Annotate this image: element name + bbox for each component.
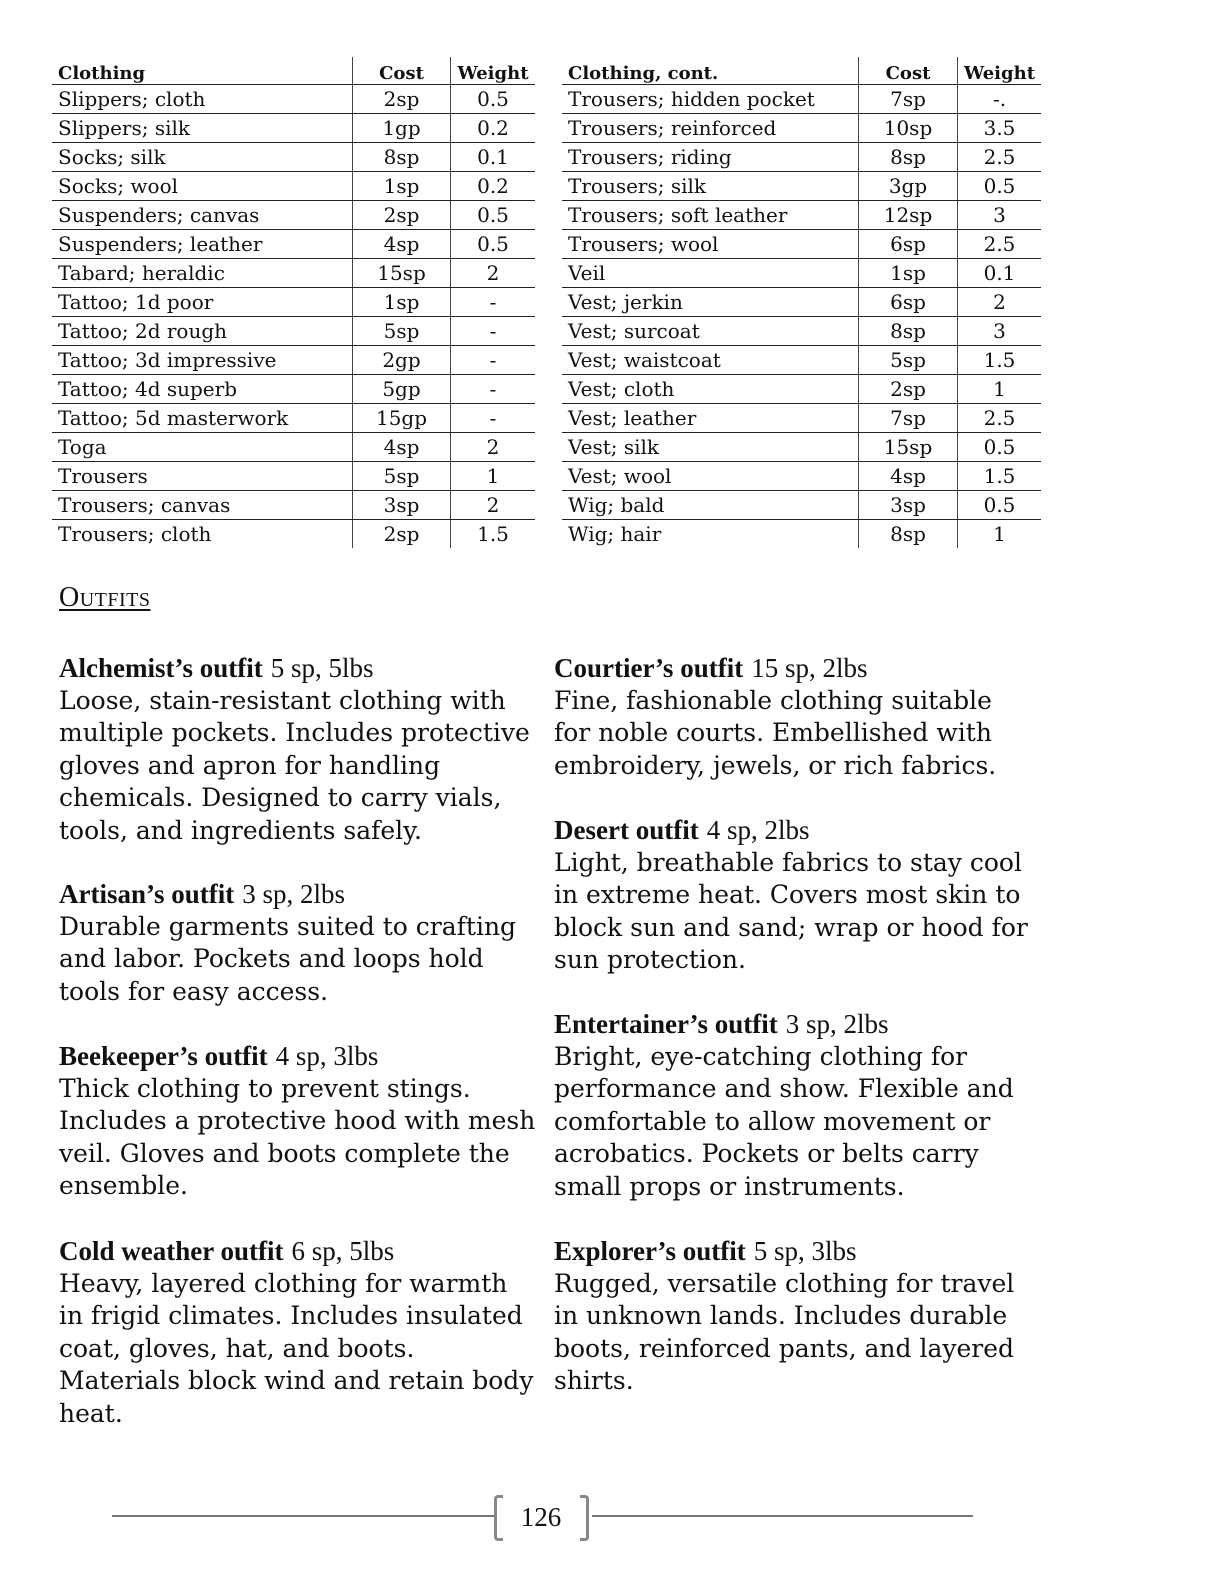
cell-item: Trousers — [52, 462, 353, 491]
outfit-header — [554, 814, 1034, 847]
outfit-header — [59, 878, 534, 911]
outfit-description: Heavy, layered clothing for warmth in frigid climates. Includes insulated coat, gloves, hat, and boots. Materials block wind and retain body heat. — [59, 1268, 534, 1428]
table-row — [562, 346, 1041, 375]
outfit-description: Fine, fashionable clothing suitable for noble courts. Embellished with embroidery, jewels, or rich fabrics. — [554, 685, 997, 780]
table-row — [52, 491, 535, 520]
outfit-cost-weight: 5 sp, 5lbs — [270, 653, 374, 683]
table-row — [562, 404, 1041, 433]
cell-cost: 2gp — [353, 346, 451, 375]
cell-item: Trousers; cloth — [58, 521, 212, 546]
outfit-cost-weight: 3 sp, 2lbs — [242, 879, 346, 909]
table-row — [52, 375, 535, 404]
cell-weight: 1 — [451, 462, 536, 491]
outfit-description: Light, breathable fabrics to stay cool in extreme heat. Covers most skin to block sun and sand; wrap or hood for sun protection. — [554, 847, 1028, 974]
cell-item: Vest; surcoat — [562, 317, 859, 346]
cell-weight: 1.5 — [451, 520, 536, 549]
outfit-title: Desert outfit — [554, 815, 699, 845]
cell-weight: 0.5 — [958, 172, 1042, 201]
cell-cost: 2sp — [353, 85, 451, 114]
table-row — [562, 259, 1041, 288]
outfit-cost-weight: 4 sp, 2lbs — [706, 815, 810, 845]
cell-cost: 8sp — [859, 317, 958, 346]
table-row — [562, 201, 1041, 230]
cell-cost: 3gp — [859, 172, 958, 201]
cell-cost: 5sp — [353, 462, 451, 491]
cell-weight: - — [451, 375, 536, 404]
table-row — [562, 520, 1041, 549]
cell-item: Tattoo; 4d superb — [52, 375, 353, 404]
cell-cost: 3sp — [859, 491, 958, 520]
outfit-header — [554, 1008, 1034, 1041]
table-row — [52, 317, 535, 346]
cell-cost: 1sp — [353, 288, 451, 317]
cell-weight: - — [451, 346, 536, 375]
outfit-title: Explorer’s outfit — [554, 1236, 746, 1266]
cell-item: Wig; hair — [568, 521, 662, 546]
cell-cost: 8sp — [859, 143, 958, 172]
outfit-cost-weight: 15 sp, 2lbs — [751, 653, 868, 683]
cell-weight: 2 — [958, 288, 1042, 317]
outfit-cost-weight: 6 sp, 5lbs — [291, 1236, 395, 1266]
cell-item: Veil — [562, 259, 859, 288]
cell-cost: 4sp — [859, 462, 958, 491]
cell-item: Trousers; wool — [562, 230, 859, 259]
cell-weight: -. — [958, 85, 1042, 114]
table-row — [562, 172, 1041, 201]
outfit-entry — [59, 652, 539, 847]
outfit-title: Entertainer’s outfit — [554, 1009, 778, 1039]
cell-weight: 2.5 — [958, 404, 1042, 433]
cell-cost: 7sp — [859, 404, 958, 433]
clothing-cont-table — [562, 57, 1041, 548]
outfit-description: Loose, stain-resistant clothing with multiple pockets. Includes protective gloves and apron for handling chemicals. Designed to carry vials, tools, and ingredients safely. — [59, 685, 530, 845]
cell-item: Vest; silk — [562, 433, 859, 462]
cell-cost: 2sp — [353, 201, 451, 230]
cell-cost: 15gp — [353, 404, 451, 433]
table-row — [52, 404, 535, 433]
cell-cost: 7sp — [859, 85, 958, 114]
table-row — [52, 462, 535, 491]
cell-weight: - — [451, 288, 536, 317]
table-row — [562, 114, 1041, 143]
cell-item: Trousers; canvas — [52, 491, 353, 520]
table-row — [52, 288, 535, 317]
cell-cost: 4sp — [353, 433, 451, 462]
cell-weight: 1.5 — [958, 462, 1042, 491]
cell-weight: 0.1 — [958, 259, 1042, 288]
outfit-description: Durable garments suited to crafting and labor. Pockets and loops hold tools for easy access. — [59, 911, 517, 1006]
outfit-entry — [59, 878, 534, 1008]
cell-weight: 1.5 — [958, 346, 1042, 375]
cell-cost: 2sp — [353, 520, 451, 549]
outfit-title: Alchemist’s outfit — [59, 653, 263, 683]
page-number: 126 — [520, 1502, 562, 1532]
cell-cost: 5gp — [353, 375, 451, 404]
outfit-description: Thick clothing to prevent stings. Includes a protective hood with mesh veil. Gloves and boots complete the ensemble. — [59, 1073, 536, 1200]
cell-cost: 4sp — [353, 230, 451, 259]
outfit-cost-weight: 4 sp, 3lbs — [275, 1041, 379, 1071]
cell-cost: 6sp — [859, 288, 958, 317]
table-row — [52, 433, 535, 462]
outfit-entry — [554, 1235, 1034, 1398]
clothing-table — [52, 57, 535, 548]
table-row — [562, 433, 1041, 462]
outfit-title: Courtier’s outfit — [554, 653, 744, 683]
table-row — [562, 85, 1041, 114]
table-row — [52, 230, 535, 259]
cell-weight: 3 — [958, 201, 1042, 230]
cell-item: Slippers; silk — [52, 114, 353, 143]
outfit-header — [59, 652, 539, 685]
table-row — [52, 201, 535, 230]
cell-cost: 3sp — [353, 491, 451, 520]
cell-weight: 0.5 — [451, 85, 536, 114]
outfit-entry — [59, 1040, 539, 1203]
outfit-description: Rugged, versatile clothing for travel in unknown lands. Includes durable boots, reinforced pants, and layered shirts. — [554, 1268, 1015, 1395]
cell-weight: 0.5 — [958, 433, 1042, 462]
cell-weight: 0.5 — [451, 230, 536, 259]
table-row — [562, 462, 1041, 491]
cell-item: Vest; leather — [562, 404, 859, 433]
outfit-entry — [554, 1008, 1034, 1203]
cell-weight: 2 — [451, 433, 536, 462]
cell-cost: 1gp — [353, 114, 451, 143]
cell-weight: 3 — [958, 317, 1042, 346]
cell-weight: - — [451, 404, 536, 433]
table-row — [562, 375, 1041, 404]
cell-weight: 0.2 — [451, 172, 536, 201]
column-header-item: Clothing — [52, 57, 353, 85]
cell-weight: 0.1 — [451, 143, 536, 172]
outfit-title: Beekeeper’s outfit — [59, 1041, 268, 1071]
cell-weight: 0.2 — [451, 114, 536, 143]
cell-cost: 6sp — [859, 230, 958, 259]
table-row — [562, 230, 1041, 259]
cell-cost: 1sp — [353, 172, 451, 201]
table-row — [562, 143, 1041, 172]
cell-item: Trousers; reinforced — [562, 114, 859, 143]
cell-item: Suspenders; leather — [52, 230, 353, 259]
outfit-title: Cold weather outfit — [59, 1236, 284, 1266]
table-row — [52, 520, 535, 549]
cell-item: Vest; waistcoat — [562, 346, 859, 375]
cell-item: Slippers; cloth — [52, 85, 353, 114]
cell-item: Trousers; silk — [562, 172, 859, 201]
outfit-entry — [554, 814, 1034, 977]
cell-weight: 3.5 — [958, 114, 1042, 143]
cell-cost: 10sp — [859, 114, 958, 143]
column-header-cost: Cost — [859, 57, 958, 85]
cell-item: Tattoo; 2d rough — [52, 317, 353, 346]
table-row — [52, 172, 535, 201]
table-row — [562, 288, 1041, 317]
outfit-entry — [59, 1235, 539, 1430]
column-header-weight: Weight — [451, 57, 536, 85]
outfit-header — [554, 1235, 1034, 1268]
cell-weight: 1 — [958, 520, 1042, 549]
table-row — [52, 85, 535, 114]
cell-weight: 2.5 — [958, 143, 1042, 172]
cell-cost: 5sp — [353, 317, 451, 346]
cell-item: Vest; jerkin — [562, 288, 859, 317]
column-header-weight: Weight — [958, 57, 1042, 85]
cell-item: Socks; wool — [52, 172, 353, 201]
column-header-item: Clothing, cont. — [562, 57, 859, 85]
cell-weight: 1 — [958, 375, 1042, 404]
outfit-description: Bright, eye-catching clothing for performance and show. Flexible and comfortable to allow movement or acrobatics. Pockets or belts carry small props or instruments. — [554, 1041, 1014, 1201]
outfit-cost-weight: 5 sp, 3lbs — [753, 1236, 857, 1266]
footer-rule-right — [592, 1515, 973, 1517]
cell-item: Trousers; riding — [562, 143, 859, 172]
column-header-cost: Cost — [353, 57, 451, 85]
cell-item: Suspenders; canvas — [52, 201, 353, 230]
cell-item: Tabard; heraldic — [52, 259, 353, 288]
cell-item: Socks; silk — [52, 143, 353, 172]
cell-item: Vest; cloth — [562, 375, 859, 404]
cell-item: Tattoo; 3d impressive — [52, 346, 353, 375]
table-row — [562, 491, 1041, 520]
outfit-entry — [554, 652, 1034, 782]
cell-cost: 2sp — [859, 375, 958, 404]
table-row — [562, 317, 1041, 346]
cell-weight: 2 — [451, 491, 536, 520]
cell-weight: 0.5 — [958, 491, 1042, 520]
cell-item: Vest; wool — [562, 462, 859, 491]
cell-cost: 8sp — [353, 143, 451, 172]
cell-item: Tattoo; 5d masterwork — [52, 404, 353, 433]
footer-rule-left — [112, 1515, 494, 1517]
outfit-header — [554, 652, 1034, 685]
cell-item: Tattoo; 1d poor — [52, 288, 353, 317]
cell-item: Toga — [52, 433, 353, 462]
cell-weight: - — [451, 317, 536, 346]
cell-cost: 1sp — [859, 259, 958, 288]
cell-weight: 2 — [451, 259, 536, 288]
cell-item: Trousers; soft leather — [562, 201, 859, 230]
cell-weight: 0.5 — [451, 201, 536, 230]
outfit-header — [59, 1040, 539, 1073]
cell-item: Wig; bald — [562, 491, 859, 520]
outfit-header — [59, 1235, 539, 1268]
cell-weight: 2.5 — [958, 230, 1042, 259]
outfits-heading: Outfits — [59, 582, 151, 613]
table-row — [52, 143, 535, 172]
cell-item: Trousers; hidden pocket — [562, 85, 859, 114]
cell-cost: 12sp — [859, 201, 958, 230]
outfit-title: Artisan’s outfit — [59, 879, 235, 909]
cell-cost: 8sp — [859, 520, 958, 549]
cell-cost: 15sp — [859, 433, 958, 462]
cell-cost: 5sp — [859, 346, 958, 375]
table-row — [52, 114, 535, 143]
table-row — [52, 259, 535, 288]
outfit-cost-weight: 3 sp, 2lbs — [785, 1009, 889, 1039]
cell-cost: 15sp — [353, 259, 451, 288]
table-row — [52, 346, 535, 375]
